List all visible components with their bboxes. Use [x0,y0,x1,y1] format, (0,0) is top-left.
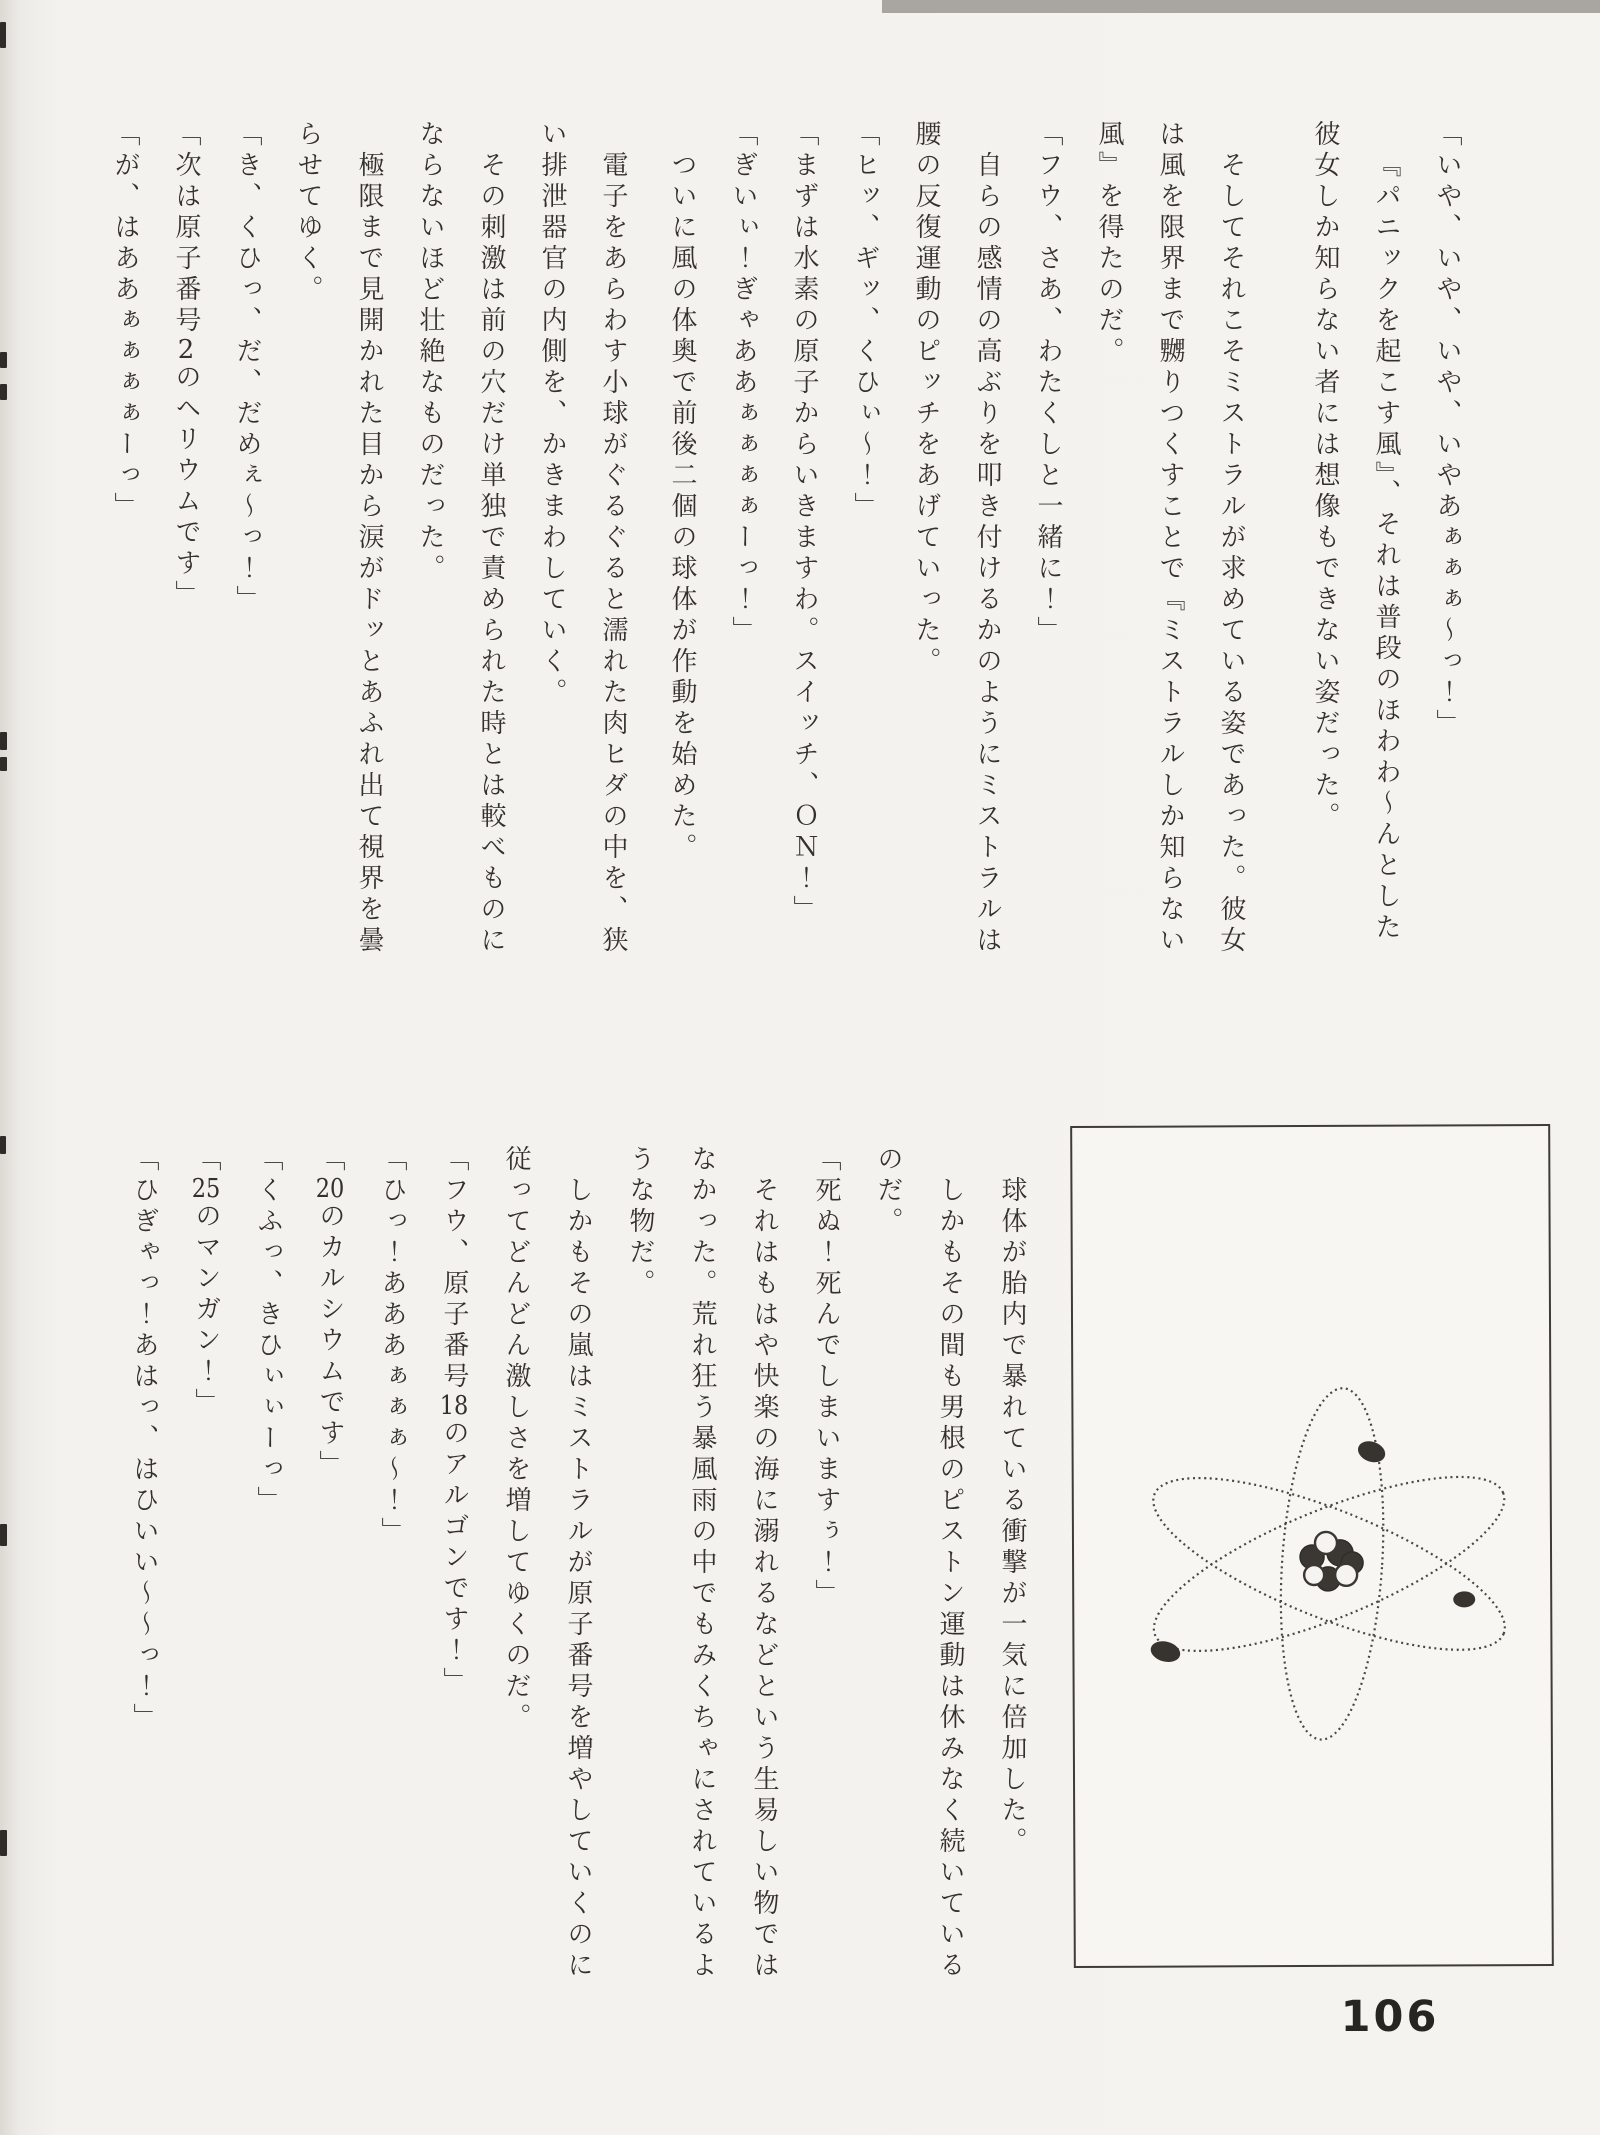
scan-edge-strip [882,0,1600,13]
text-column: 従ってどんどん激しさを増してゆくのだ。 [501,1145,531,1734]
text-column: 『パニックを起こす風』、それは普段のほわわ〜んとした [1371,151,1401,944]
scan-artifact [0,22,6,48]
text-column: 彼女しか知らない者には想像もできない姿だった。 [1310,120,1340,833]
text-column: 「フウ、さあ、わたくしと一緒に！」 [1033,120,1063,647]
text-column: それはもはや快楽の海に溺れるなどという生易しい物では [749,1176,779,1982]
text-column: 「いや、いや、いや、いやあぁぁぁ〜っ！」 [1432,120,1462,740]
text-block-bottom [95,1145,1025,2025]
text-column: なかった。荒れ狂う暴風雨の中でもみくちゃにされているよ [687,1145,717,1982]
page-number: 106 [1340,1992,1440,2042]
text-column: 「次は原子番号2のヘリウムです」 [171,120,201,611]
text-column: 「ぎいぃ！ぎゃああぁぁぁぁーっ！」 [728,120,758,647]
scan-artifact [0,1830,7,1856]
orbit-paths [1134,1384,1525,1744]
scan-artifact [0,1136,6,1154]
atom-illustration-box [1070,1124,1554,1968]
scan-artifact [0,1524,7,1546]
text-column: 「まずは水素の原子からいきますわ。スイッチ、ＯＮ！」 [789,120,819,926]
scan-artifact [0,384,7,400]
atom-diagram [1072,1126,1552,1966]
text-column: 「が、はああぁぁぁぁーっ」 [110,120,140,523]
text-column: 電子をあらわす小球がぐるぐると濡れた肉ヒダの中を、狭 [598,151,628,957]
text-column: 風』を得たのだ。 [1094,120,1124,368]
text-column: 「死ぬ！死んでしまいますぅ！」 [811,1145,841,1610]
text-column: 自らの感情の高ぶりを叩き付けるかのようにミストラルは [972,151,1002,957]
text-column: ついに風の体奥で前後二個の球体が作動を始めた。 [667,151,697,864]
tatechuyoko-number: 20 [315,1176,345,1202]
text-column: 「ヒッ、ギッ、くひぃ〜！」 [850,120,880,523]
text-column: い排泄器官の内側を、かきまわしていく。 [537,120,567,709]
nucleus [1300,1532,1363,1591]
text-column: うな物だ。 [625,1145,655,1300]
text-column: しかもその間も男根のピストン運動は休みなく続いている [935,1176,965,1982]
scan-artifact [0,757,7,771]
tatechuyoko-number: 2 [177,337,195,363]
text-column: その刺激は前の穴だけ単独で責められた時とは較べものに [476,151,506,957]
tatechuyoko-number: 18 [439,1393,469,1419]
text-column: ならないほど壮絶なものだった。 [415,120,445,585]
text-column: 球体が胎内で暴れている衝撃が一気に倍加した。 [997,1176,1027,1858]
tatechuyoko-number: 25 [191,1176,221,1202]
text-column: 「20のカルシウムです」 [315,1145,345,1481]
text-column: しかもその嵐はミストラルが原子番号を増やしていくのに [563,1176,593,1982]
text-column: そしてそれこそミストラルが求めている姿であった。彼女 [1216,151,1246,957]
text-column: 「ひぎゃっ！あはっ、はひいい〜〜っ！」 [129,1145,159,1734]
text-column: 「25のマンガン！」 [191,1145,221,1419]
text-column: 「くふっ、きひぃぃーっ」 [253,1145,283,1517]
text-column: 腰の反復運動のピッチをあげていった。 [911,120,941,678]
text-column: 「ひっ！あああぁぁぁ〜！」 [377,1145,407,1548]
text-column: 「き、くひっ、だ、だめぇ〜っ！」 [232,120,262,616]
text-block-top [77,120,1460,980]
text-column: は風を限界まで嬲りつくすことで『ミストラルしか知らない [1155,120,1185,957]
text-column: らせてゆく。 [293,120,323,306]
text-column: のだ。 [873,1145,903,1238]
scan-artifact [0,352,7,368]
text-column: 「フウ、原子番号18のアルゴンです！」 [439,1145,469,1698]
scan-artifact [0,732,7,750]
text-column: 極限まで見開かれた目から涙がドッとあふれ出て視界を曇 [354,151,384,957]
